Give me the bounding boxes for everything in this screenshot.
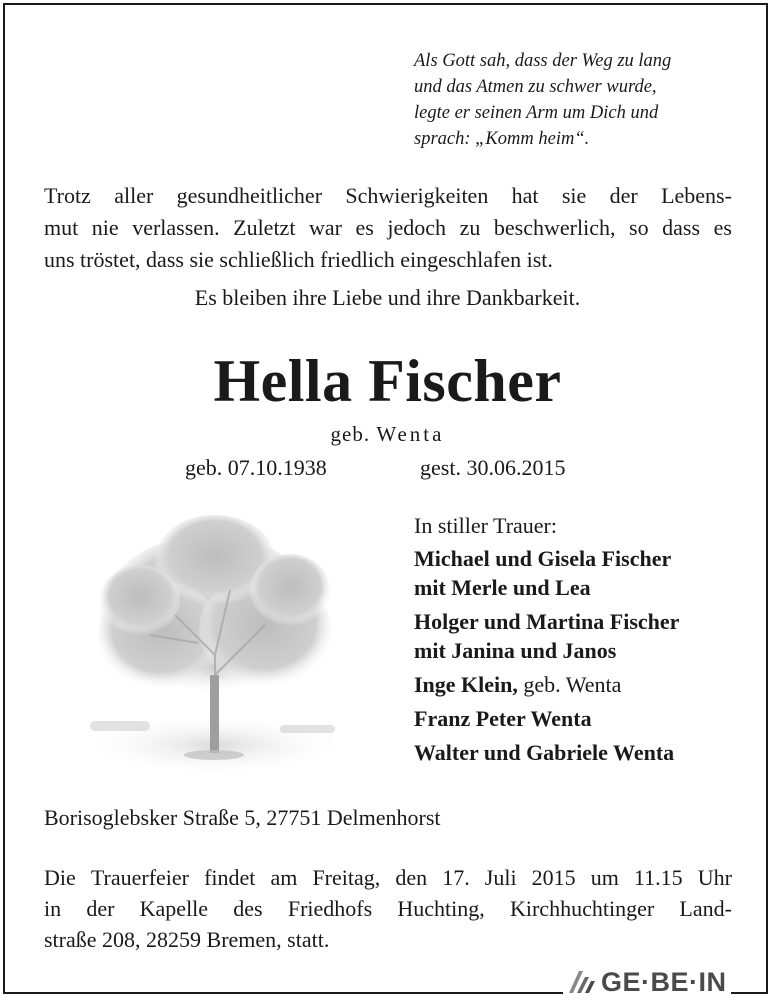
publisher-logo <box>563 966 731 998</box>
word: des <box>233 896 263 921</box>
mourner-line: mit Janina und Janos <box>414 638 617 663</box>
poem-line: und das Atmen zu schwer wurde, <box>414 77 657 97</box>
intro-text <box>44 180 732 276</box>
word: es <box>355 215 374 240</box>
closing-line: Es bleiben ihre Liebe und ihre Dankbarkeit. <box>194 285 581 310</box>
word: am <box>270 865 298 890</box>
mourner-line: Franz Peter Wenta <box>414 706 592 731</box>
word: verlassen. <box>132 215 220 240</box>
logo-text: GE·BE·IN <box>601 966 727 997</box>
word: so <box>629 215 649 240</box>
mourner-group <box>414 704 744 733</box>
poem-line: sprach: „Komm heim“. <box>414 129 590 149</box>
mourners-block <box>414 510 744 772</box>
deceased-name: Hella Fischer <box>213 348 562 414</box>
word: Schwierigkeiten <box>345 183 489 208</box>
mourner-group <box>414 670 744 699</box>
word: Die <box>44 865 76 890</box>
poem <box>414 48 754 152</box>
word: Kirchhuchtinger <box>509 896 655 921</box>
word: Freitag, <box>312 865 381 890</box>
word: es <box>713 215 732 240</box>
word: der <box>86 896 115 921</box>
word: zu <box>459 215 481 240</box>
word: jedoch <box>387 215 447 240</box>
word: aller <box>114 183 154 208</box>
poem-line: legte er seinen Arm um Dich und <box>414 103 659 123</box>
word: 2015 <box>531 865 576 890</box>
intro-line: uns tröstet, dass sie schließlich friedlich eingeschlafen ist. <box>44 247 553 272</box>
mourner-group <box>414 544 744 602</box>
address: Borisoglebsker Straße 5, 27751 Delmenhorst <box>44 805 441 830</box>
intro-line <box>44 212 732 244</box>
death-date: gest. 30.06.2015 <box>420 455 566 480</box>
funeral-line <box>44 893 732 924</box>
word: nie <box>91 215 119 240</box>
mourner-line: Walter und Gabriele Wenta <box>414 740 675 765</box>
mourner-name: Inge Klein, <box>414 672 518 697</box>
mourner-line: mit Merle und Lea <box>414 575 591 600</box>
word: hat <box>511 183 539 208</box>
mourner-group <box>414 738 744 767</box>
gebein-logo-icon <box>567 969 597 995</box>
birth-name <box>0 420 775 448</box>
word: Kapelle <box>139 896 209 921</box>
word: in <box>44 896 62 921</box>
word: der <box>609 183 638 208</box>
word: Lebens- <box>661 183 732 208</box>
mourner-line: Michael und Gisela Fischer <box>414 546 672 571</box>
birth-name-prefix: geb. <box>330 422 371 446</box>
intro-line <box>44 180 732 212</box>
mourner-group <box>414 607 744 665</box>
word: Trauerfeier <box>90 865 189 890</box>
word: 11.15 <box>633 865 683 890</box>
funeral-info <box>44 862 732 955</box>
word: Uhr <box>697 865 732 890</box>
birth-date: geb. 07.10.1938 <box>185 455 327 480</box>
mourner-line: Holger und Martina Fischer <box>414 609 680 634</box>
birth-name-value: Wenta <box>376 422 445 446</box>
word: Juli <box>484 865 517 890</box>
word: Zuletzt <box>233 215 296 240</box>
word: sie <box>561 183 587 208</box>
word: Huchting, <box>397 896 485 921</box>
word: 17. <box>442 865 470 890</box>
poem-line: Als Gott sah, dass der Weg zu lang <box>414 51 672 71</box>
word: war <box>308 215 342 240</box>
word: dass <box>662 215 701 240</box>
mourner-birthname: geb. Wenta <box>517 672 622 697</box>
word: um <box>590 865 619 890</box>
word: Friedhofs <box>287 896 373 921</box>
tree-icon <box>80 505 350 785</box>
word: beschwerlich, <box>493 215 616 240</box>
word: findet <box>204 865 256 890</box>
word: Land- <box>679 896 732 921</box>
word: gesundheitlicher <box>176 183 323 208</box>
mourners-heading: In stiller Trauer: <box>414 513 557 538</box>
word: mut <box>44 215 79 240</box>
word: den <box>395 865 428 890</box>
word: Trotz <box>44 183 91 208</box>
funeral-line: straße 208, 28259 Bremen, statt. <box>44 927 330 952</box>
funeral-line <box>44 862 732 893</box>
